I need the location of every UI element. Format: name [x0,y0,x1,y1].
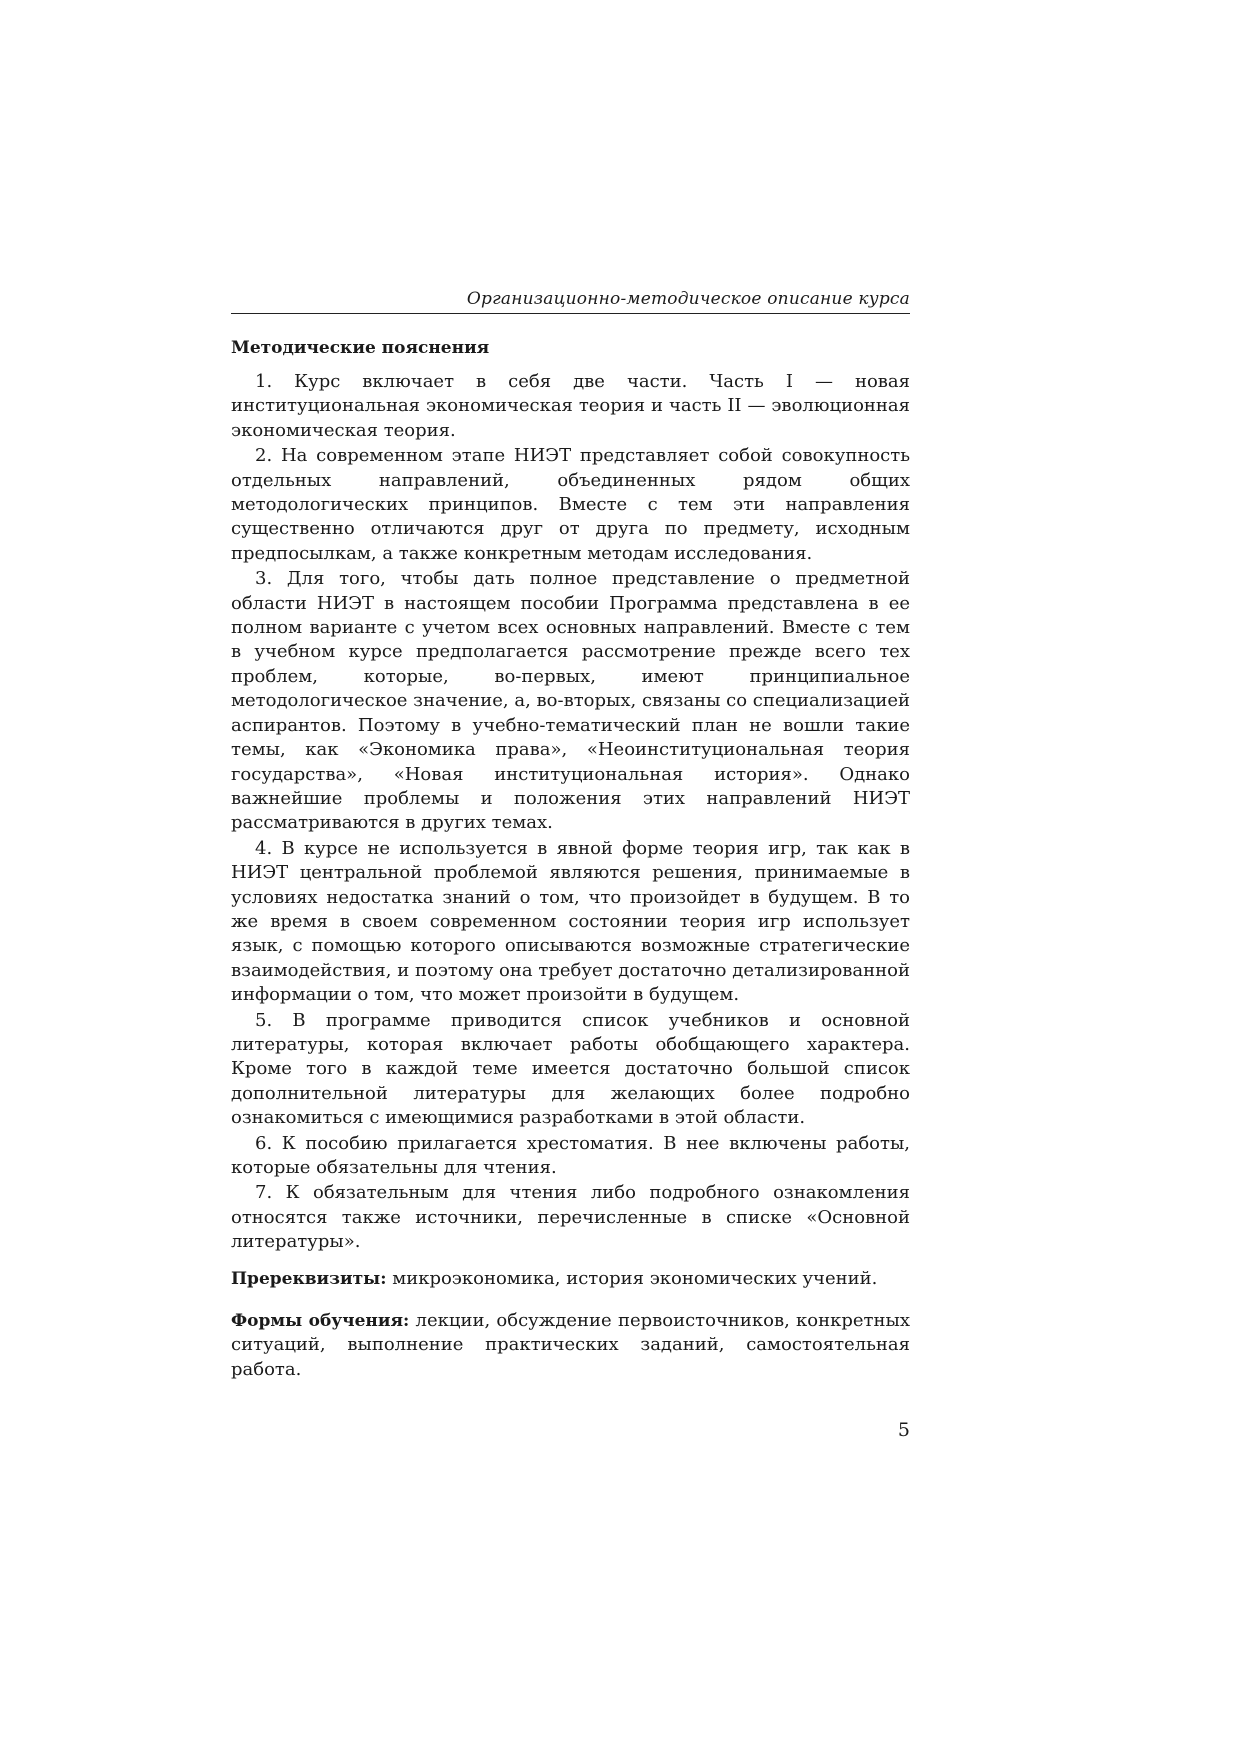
explanations-list [231,370,910,1255]
list-item: 4. В курсе не используется в явной форме теория игр, так как в НИЭТ центральной проблемой являются решения, принимаемые в условиях недостатка знаний о том, что произойдет в будущем. В то же время в своем современном состоянии теория игр использует язык, с помощью которого описываются возможные стратегические взаимодействия, и поэтому она требует достаточно детализированной информации о том, что может произойти в будущем. [231,837,910,1006]
list-item: 2. На современном этапе НИЭТ представляет собой совокупность отдельных направлений, объединенных рядом общих методологических принципов. Вместе с тем эти направления существенно отличаются друг от друга по предмету, исходным предпосылкам, а также конкретным методам исследования. [231,445,910,564]
prerequisites-text: микроэкономика, история экономических учений. [386,1267,878,1289]
prerequisites-paragraph [231,1267,910,1291]
list-item: 3. Для того, чтобы дать полное представление о предметной области НИЭТ в настоящем пособии Программа представлена в ее полном варианте с учетом всех основных направлений. Вместе с тем в учебном курсе предполагается рассмотрение прежде всего тех проблем, которые, во-первых, имеют принципиальное методологическое значение, а, во-вторых, связаны со специализацией аспирантов. Поэтому в учебно-тематический план не вошли такие темы, как «Экономика права», «Неоинституциональная теория государства», «Новая институциональная история». Однако важнейшие проблемы и положения этих направлений НИЭТ рассматриваются в других темах. [231,568,910,834]
list-item: 6. К пособию прилагается хрестоматия. В нее включены работы, которые обязательны для чтения. [231,1132,910,1178]
page-body [231,288,910,1400]
forms-label: Формы обучения: [231,1311,410,1332]
prerequisites-label: Пререквизиты: [231,1268,387,1289]
running-header: Организационно-методическое описание курса [231,288,910,314]
list-item: 5. В программе приводится список учебников и основной литературы, которая включает работы обобщающего характера. Кроме того в каждой теме имеется достаточно большой список дополнительной литературы для желающих более подробно ознакомиться с имеющимися разработками в этой области. [231,1009,910,1129]
forms-paragraph [231,1309,910,1382]
list-item: 7. К обязательным для чтения либо подробного ознакомления относятся также источники, перечисленные в списке «Основной литературы». [231,1182,910,1253]
list-item: 1. Курс включает в себя две части. Часть I — новая институциональная экономическая теория и часть II — эволюционная экономическая теория. [231,371,910,441]
page-number: 5 [897,1419,910,1441]
forms-text: лекции, обсуждение первоисточников, конкретных ситуаций, выполнение практических заданий, самостоятельная работа. [231,1310,910,1380]
section-title: Методические пояснения [231,338,490,358]
